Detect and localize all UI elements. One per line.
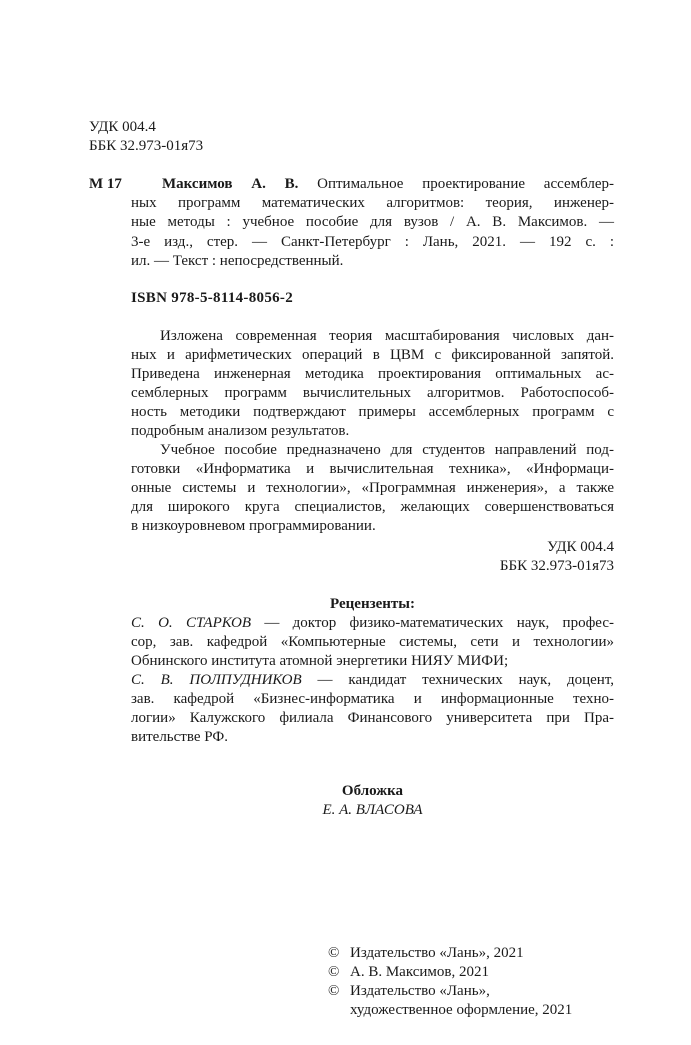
copyright-symbol: © <box>328 983 340 999</box>
biblio-title-start: Оптимальное проектирование ассемблер- <box>317 176 614 192</box>
biblio-author: Максимов А. В. <box>162 176 299 192</box>
reviewer-2-title: — кандидат технических наук, доцент, <box>301 672 614 688</box>
biblio-line-2: ных программ математических алгоритмов: теория, инженер- <box>131 195 614 211</box>
abstract-line: Приведена инженерная методика проектирования оптимальных ас- <box>131 366 614 382</box>
cover-heading: Обложка <box>341 783 404 799</box>
copyright-publisher: Издательство «Лань», 2021 <box>350 945 524 961</box>
abstract-line: Учебное пособие предназначено для студентов направлений под- <box>160 442 614 458</box>
abstract-line: семблерных программ вычислительных алгоритмов. Работоспособ- <box>131 385 614 401</box>
reviewer-1-name: С. О. СТАРКОВ <box>131 615 251 631</box>
reviewer-2-name: С. В. ПОЛПУДНИКОВ <box>131 672 302 688</box>
reviewer-1-line-2: сор, зав. кафедрой «Компьютерные системы, сети и технологии» <box>131 634 614 650</box>
reviewer-1-line-1 <box>131 614 614 633</box>
reviewer-1-title: — доктор физико-математических наук, профес- <box>250 615 614 631</box>
reviewer-1-line-3: Обнинского института атомной энергетики НИЯУ МИФИ; <box>131 653 509 669</box>
copyright-design-note: художественное оформление, 2021 <box>350 1002 573 1018</box>
reviewer-2-line-4: вительстве РФ. <box>131 729 228 745</box>
reviewer-2-line-3: логии» Калужского филиала Финансового университета при Пра- <box>131 710 614 726</box>
copyright-symbol: © <box>328 945 340 961</box>
reviewers-heading: Рецензенты: <box>330 596 415 612</box>
reviewer-2-line-1 <box>131 671 614 690</box>
biblio-line-3: ные методы : учебное пособие для вузов / А. В. Максимов. — <box>131 214 614 230</box>
abstract-line: ных и арифметических операций в ЦВМ с фиксированной запятой. <box>131 347 614 363</box>
bbk-code-top: ББК 32.973-01я73 <box>89 138 204 154</box>
udk-code-top: УДК 004.4 <box>89 119 156 135</box>
udk-code-bottom: УДК 004.4 <box>547 539 614 555</box>
abstract-line: подробным анализом результатов. <box>131 423 350 439</box>
reviewer-2-line-2: зав. кафедрой «Бизнес-информатика и информационные техно- <box>131 691 614 707</box>
abstract-line: готовки «Информатика и вычислительная техника», «Информаци- <box>131 461 614 477</box>
abstract-line: Изложена современная теория масштабирования числовых дан- <box>160 328 614 344</box>
bbk-code-bottom: ББК 32.973-01я73 <box>499 558 614 574</box>
abstract-line: онные системы и технологии», «Программная инженерия», а также <box>131 480 614 496</box>
cover-designer-name: Е. А. ВЛАСОВА <box>322 802 423 818</box>
abstract-line: для широкого круга специалистов, желающих совершенствоваться <box>131 499 614 515</box>
author-mark-code: М 17 <box>89 176 122 192</box>
biblio-line-5: ил. — Текст : непосредственный. <box>131 253 344 269</box>
abstract-line: в низкоуровневом программировании. <box>131 518 376 534</box>
copyright-publisher-design: Издательство «Лань», <box>350 983 490 999</box>
copyright-author: А. В. Максимов, 2021 <box>350 964 490 980</box>
abstract-line: ность методики подтверждают примеры ассемблерных программ с <box>131 404 614 420</box>
copyright-symbol: © <box>328 964 340 980</box>
biblio-line-1 <box>162 175 614 194</box>
biblio-line-4: 3-е изд., стер. — Санкт-Петербург : Лань, 2021. — 192 с. : <box>131 234 614 250</box>
isbn: ISBN 978-5-8114-8056-2 <box>131 290 294 306</box>
